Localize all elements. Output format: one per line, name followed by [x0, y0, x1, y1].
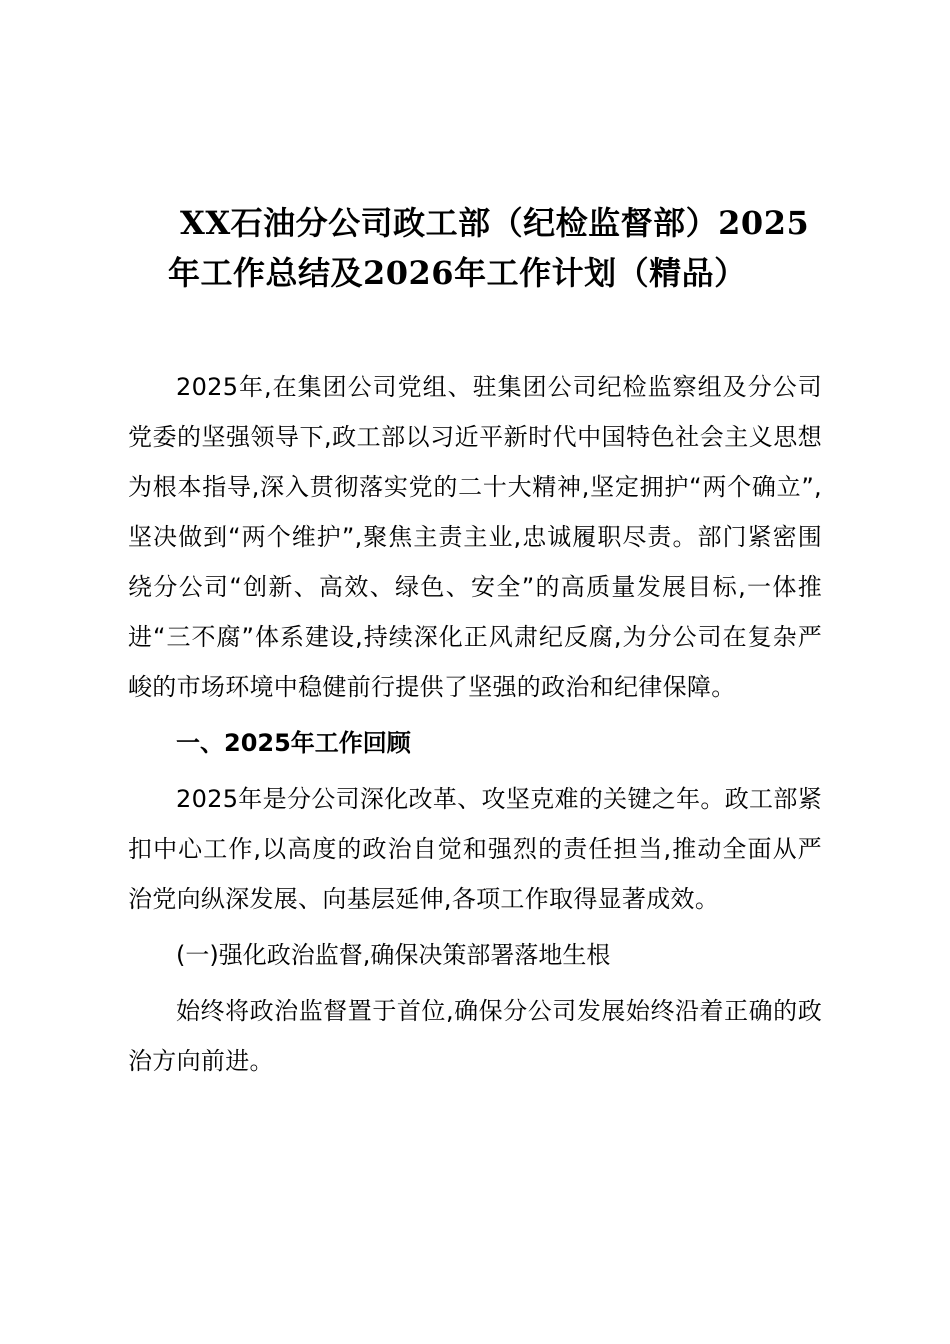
- subsection-1-paragraph: 始终将政治监督置于首位,确保分公司发展始终沿着正确的政治方向前进。: [128, 997, 822, 1075]
- document-title: [128, 198, 828, 298]
- intro-paragraph: 2025年,在集团公司党组、驻集团公司纪检监察组及分公司党委的坚强领导下,政工部以习近平新时代中国特色社会主义思想为根本指导,深入贯彻落实党的二十大精神,坚定拥护“两个确立”,坚决做到“两个维护”,聚焦主责主业,忠诚履职尽责。部门紧密围绕分公司“创新、高效、绿色、安全”的高质量发展目标,一体推进“三不腐”体系建设,持续深化正风肃纪反腐,为分公司在复杂严峻的市场环境中稳健前行提供了坚强的政治和纪律保障。: [128, 373, 822, 701]
- section-1-paragraph: 2025年是分公司深化改革、攻坚克难的关键之年。政工部紧扣中心工作,以高度的政治自觉和强烈的责任担当,推动全面从严治党向纵深发展、向基层延伸,各项工作取得显著成效。: [128, 785, 822, 913]
- title-line-1: XX石油分公司政工部（纪检监督部）2025: [180, 204, 810, 242]
- section-1-heading: 一、2025年工作回顾: [176, 729, 411, 757]
- title-line-2: 年工作总结及2026年工作计划（精品）: [168, 254, 747, 292]
- document-body: [128, 362, 822, 1086]
- subsection-1-heading: (一)强化政治监督,确保决策部署落地生根: [176, 941, 611, 969]
